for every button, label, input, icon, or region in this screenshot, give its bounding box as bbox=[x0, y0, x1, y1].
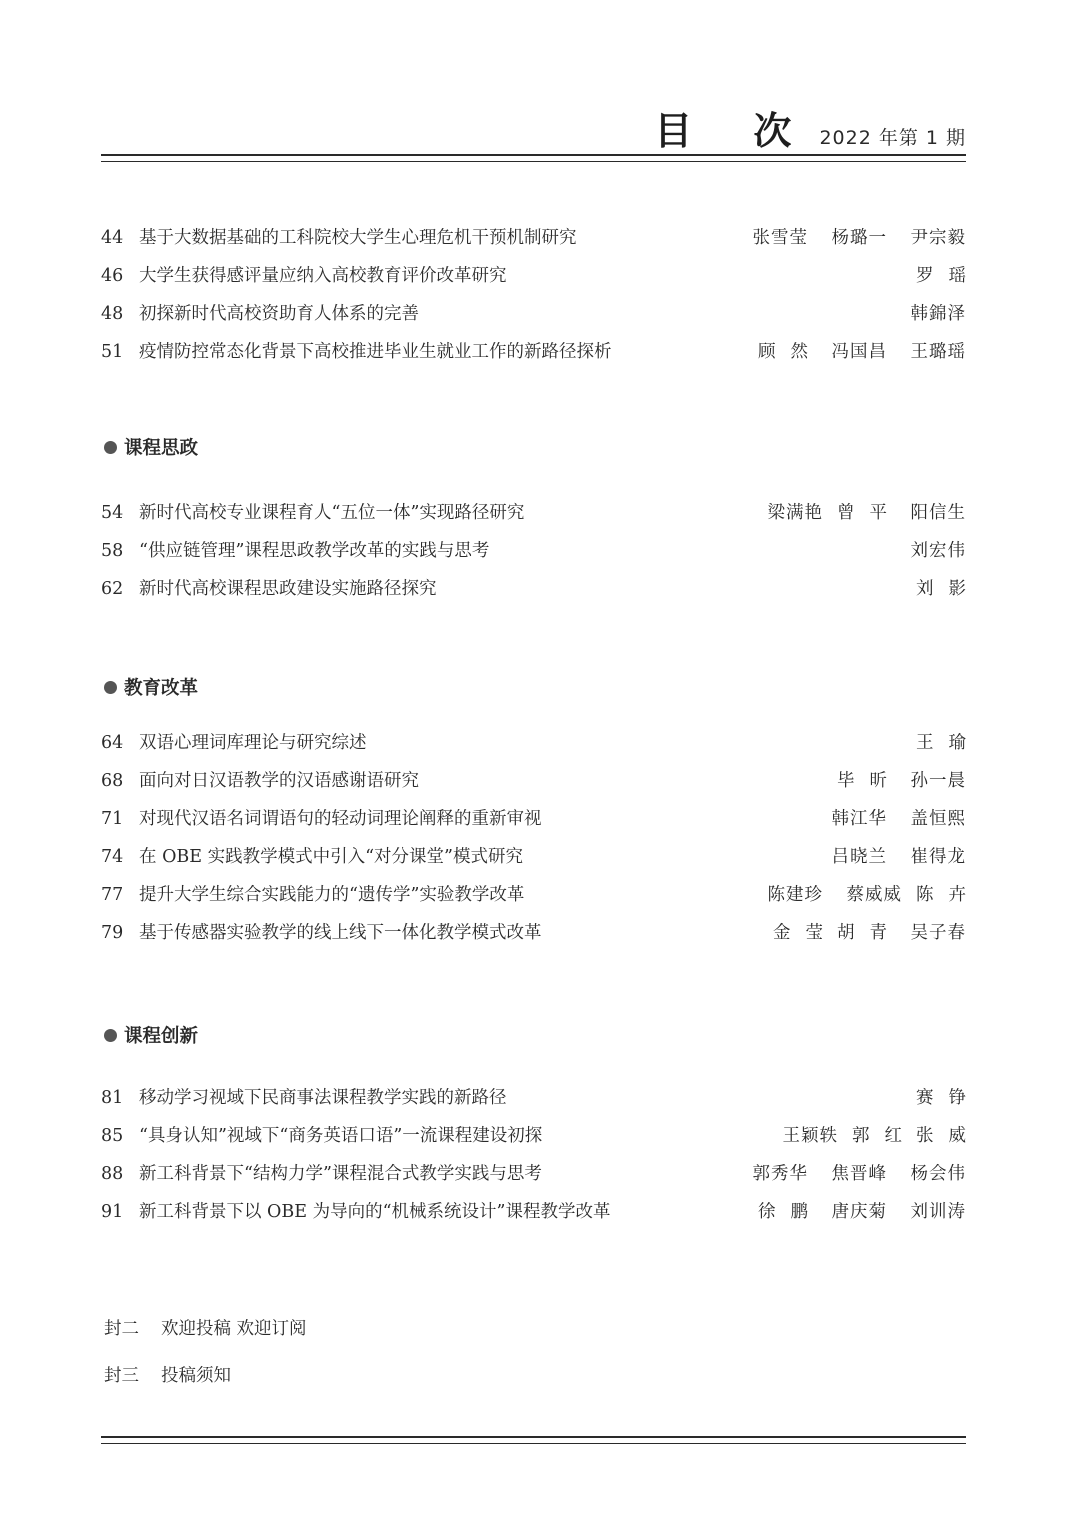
author-name: 唐庆菊 bbox=[831, 1202, 887, 1222]
toc-entry[interactable] bbox=[101, 762, 966, 800]
entry-page-number: 48 bbox=[101, 304, 124, 324]
entry-authors bbox=[744, 333, 966, 371]
toc-entry[interactable] bbox=[101, 838, 966, 876]
entry-page-number: 68 bbox=[101, 771, 124, 791]
author-name: 曾平 bbox=[837, 503, 902, 523]
entry-page-number: 85 bbox=[101, 1126, 124, 1146]
entry-title: 初探新时代高校资助育人体系的完善 bbox=[139, 304, 419, 324]
entry-title: 新时代高校课程思政建设实施路径探究 bbox=[139, 579, 437, 599]
author-name: 阳信生 bbox=[910, 503, 966, 523]
toc-entry[interactable] bbox=[101, 257, 981, 295]
entry-title: 新工科背景下“结构力学”课程混合式教学实践与思考 bbox=[139, 1164, 542, 1184]
entry-authors bbox=[902, 724, 981, 762]
author-name: 金莹 bbox=[773, 923, 838, 943]
entry-authors bbox=[902, 257, 981, 295]
entry-authors bbox=[759, 914, 966, 952]
entry-title: 基于传感器实验教学的线上线下一体化教学模式改革 bbox=[139, 923, 542, 943]
author-name: 吕晓兰 bbox=[831, 847, 887, 867]
entry-title: 新时代高校专业课程育人“五位一体”实现路径研究 bbox=[139, 503, 525, 523]
author-name: 韩錦泽 bbox=[910, 304, 966, 324]
author-name: 冯国昌 bbox=[831, 342, 887, 362]
author-name: 崔得龙 bbox=[910, 847, 966, 867]
bullet-icon bbox=[104, 441, 117, 454]
entry-page-number: 62 bbox=[101, 579, 124, 599]
toc-entry[interactable] bbox=[101, 1117, 981, 1155]
author-name: 蔡威威 bbox=[846, 885, 902, 905]
toc-entry[interactable] bbox=[101, 800, 966, 838]
toc-entry[interactable] bbox=[101, 724, 981, 762]
entry-page-number: 71 bbox=[101, 809, 124, 829]
author-name: 孙一晨 bbox=[910, 771, 966, 791]
entry-authors bbox=[902, 1079, 981, 1117]
entry-authors bbox=[744, 494, 966, 532]
toc-entry[interactable] bbox=[101, 1155, 966, 1193]
footer-rule bbox=[101, 1436, 966, 1444]
entry-title: 提升大学生综合实践能力的“遗传学”实验教学改革 bbox=[139, 885, 525, 905]
entry-authors bbox=[887, 295, 966, 333]
entry-authors bbox=[808, 838, 966, 876]
section-heading: 课程创新 bbox=[104, 1022, 198, 1048]
issue-label: 2022 年第 1 期 bbox=[819, 127, 966, 149]
entry-authors bbox=[729, 1155, 966, 1193]
toc-entry[interactable] bbox=[101, 914, 966, 952]
toc-entry[interactable] bbox=[101, 494, 966, 532]
entry-authors bbox=[887, 532, 966, 570]
author-name: 梁满艳 bbox=[767, 503, 823, 523]
entry-page-number: 46 bbox=[101, 266, 124, 286]
author-name: 郭秀华 bbox=[752, 1164, 808, 1184]
entry-page-number: 74 bbox=[101, 847, 124, 867]
section-heading: 课程思政 bbox=[104, 434, 198, 460]
entry-authors bbox=[744, 1193, 966, 1231]
entry-authors bbox=[823, 762, 966, 800]
entry-authors bbox=[808, 800, 966, 838]
cover-note: 封二 欢迎投稿 欢迎订阅 bbox=[104, 1319, 307, 1339]
entry-title: 在 OBE 实践教学模式中引入“对分课堂”模式研究 bbox=[139, 847, 523, 867]
entry-page-number: 88 bbox=[101, 1164, 124, 1184]
author-name: 盖恒熙 bbox=[910, 809, 966, 829]
toc-group-general bbox=[101, 219, 981, 371]
entry-title: 移动学习视域下民商事法课程教学实践的新路径 bbox=[139, 1088, 507, 1108]
entry-authors bbox=[744, 876, 981, 914]
entry-page-number: 79 bbox=[101, 923, 124, 943]
author-name: 毕昕 bbox=[837, 771, 902, 791]
toc-entry[interactable] bbox=[101, 1193, 966, 1231]
author-name: 尹宗毅 bbox=[910, 228, 966, 248]
toc-group-curriculum-ideology bbox=[101, 494, 981, 608]
entry-title: 新工科背景下以 OBE 为导向的“机械系统设计”课程教学改革 bbox=[139, 1202, 611, 1222]
toc-entry[interactable] bbox=[101, 1079, 981, 1117]
author-name: 张威 bbox=[916, 1126, 981, 1146]
entry-title: 疫情防控常态化背景下高校推进毕业生就业工作的新路径探析 bbox=[139, 342, 612, 362]
entry-page-number: 44 bbox=[101, 228, 124, 248]
author-name: 顾然 bbox=[758, 342, 823, 362]
toc-group-curriculum-innovation bbox=[101, 1079, 981, 1231]
entry-authors bbox=[759, 1117, 981, 1155]
entry-page-number: 58 bbox=[101, 541, 124, 561]
author-name: 赛铮 bbox=[916, 1088, 981, 1108]
entry-page-number: 64 bbox=[101, 733, 124, 753]
entry-title: 双语心理词库理论与研究综述 bbox=[139, 733, 367, 753]
author-name: 刘影 bbox=[916, 579, 981, 599]
entry-title: “具身认知”视域下“商务英语口语”一流课程建设初探 bbox=[139, 1126, 543, 1146]
author-name: 刘训涛 bbox=[910, 1202, 966, 1222]
entry-title: 面向对日汉语教学的汉语感谢语研究 bbox=[139, 771, 419, 791]
bullet-icon bbox=[104, 681, 117, 694]
author-name: 吴子春 bbox=[910, 923, 966, 943]
author-name: 张雪莹 bbox=[752, 228, 808, 248]
entry-title: 基于大数据基础的工科院校大学生心理危机干预机制研究 bbox=[139, 228, 577, 248]
author-name: 杨会伟 bbox=[910, 1164, 966, 1184]
entry-title: 对现代汉语名词谓语句的轻动词理论阐释的重新审视 bbox=[139, 809, 542, 829]
author-name: 陈卉 bbox=[916, 885, 981, 905]
entry-page-number: 81 bbox=[101, 1088, 124, 1108]
bullet-icon bbox=[104, 1029, 117, 1042]
toc-entry[interactable] bbox=[101, 876, 981, 914]
toc-entry[interactable] bbox=[101, 532, 966, 570]
toc-entry[interactable] bbox=[101, 333, 966, 371]
author-name: 徐鹏 bbox=[758, 1202, 823, 1222]
entry-authors bbox=[902, 570, 981, 608]
entry-title: “供应链管理”课程思政教学改革的实践与思考 bbox=[139, 541, 490, 561]
entry-page-number: 77 bbox=[101, 885, 124, 905]
author-name: 王颖轶 bbox=[782, 1126, 838, 1146]
toc-entry[interactable] bbox=[101, 219, 966, 257]
cover-note: 封三 投稿须知 bbox=[104, 1366, 231, 1386]
author-name: 郭红 bbox=[852, 1126, 917, 1146]
entry-authors bbox=[729, 219, 966, 257]
page-title: 目 次 bbox=[654, 108, 816, 153]
entry-title: 大学生获得感评量应纳入高校教育评价改革研究 bbox=[139, 266, 507, 286]
author-name: 胡青 bbox=[837, 923, 902, 943]
toc-entry[interactable] bbox=[101, 295, 966, 333]
section-heading: 教育改革 bbox=[104, 674, 198, 700]
author-name: 罗瑶 bbox=[916, 266, 981, 286]
author-name: 王瑜 bbox=[916, 733, 981, 753]
entry-page-number: 54 bbox=[101, 503, 124, 523]
author-name: 王璐瑶 bbox=[910, 342, 966, 362]
toc-group-education-reform bbox=[101, 724, 981, 952]
entry-page-number: 91 bbox=[101, 1202, 124, 1222]
header-rule bbox=[101, 154, 966, 162]
author-name: 焦晋峰 bbox=[831, 1164, 887, 1184]
entry-page-number: 51 bbox=[101, 342, 124, 362]
author-name: 韩江华 bbox=[831, 809, 887, 829]
author-name: 杨璐一 bbox=[831, 228, 887, 248]
toc-header bbox=[654, 100, 966, 155]
cover-notes bbox=[104, 1306, 307, 1400]
author-name: 陈建珍 bbox=[767, 885, 823, 905]
author-name: 刘宏伟 bbox=[910, 541, 966, 561]
toc-entry[interactable] bbox=[101, 570, 981, 608]
